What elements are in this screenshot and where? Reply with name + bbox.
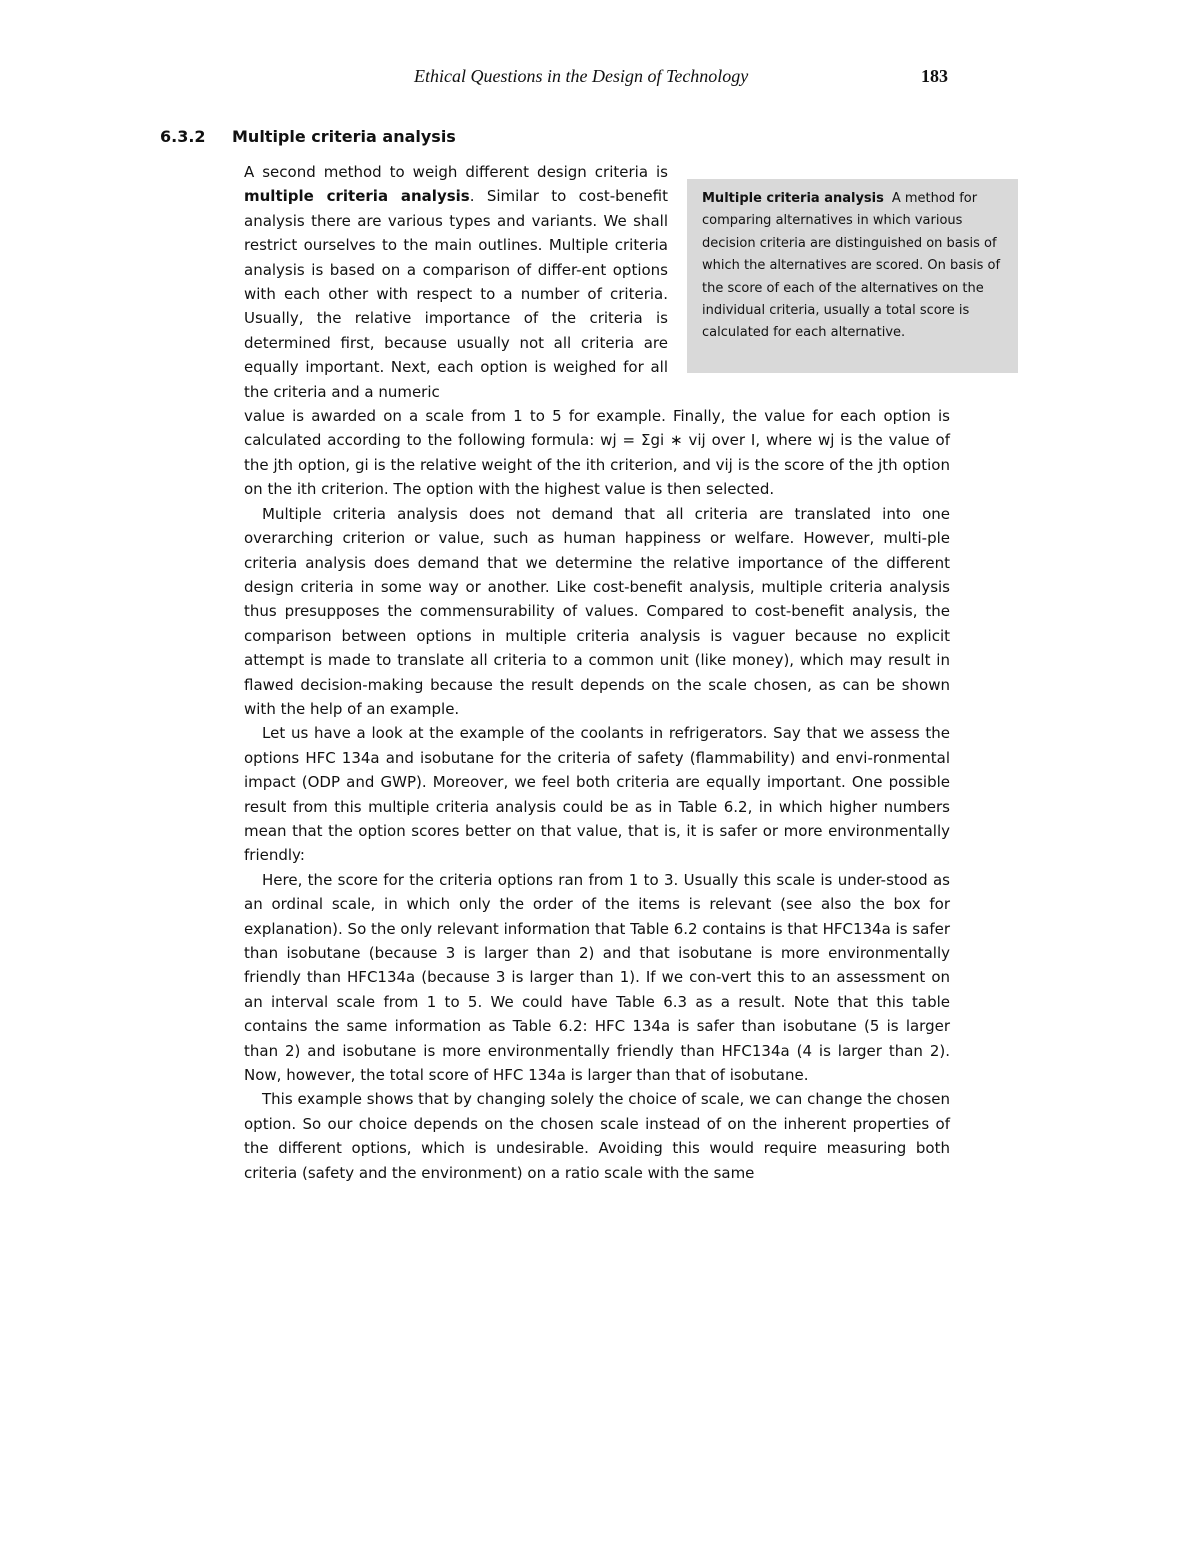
section-title: Multiple criteria analysis: [232, 127, 456, 146]
running-head: [414, 66, 948, 90]
paragraph-4: Here, the score for the criteria options ran from 1 to 3. Usually this scale is under-stood as an ordinal scale, in which only the order of the items is relevant (see also the box for explanation). So the only relevant information that Table 6.2 contains is that HFC134a is safer than isobutane (because 3 is larger than 2) and that isobutane is more environmentally friendly than HFC134a (because 3 is larger than 1). If we con-vert this to an assessment on an interval scale from 1 to 5. We could have Table 6.3 as a result. Note that this table contains the same information as Table 6.2: HFC 134a is safer than isobutane (5 is larger than 2) and isobutane is more environmentally friendly than HFC134a (4 is larger than 2). Now, however, the total score of HFC 134a is larger than that of isobutane.: [244, 870, 950, 1085]
section-heading: [160, 127, 456, 146]
sidebar-term: Multiple criteria analysis: [702, 191, 884, 206]
paragraph-1-opening: [244, 160, 668, 404]
paragraph-1-rest: analysis there are various types and variants. We shall restrict ourselves to the main outlines. Multiple criteria analysis is based on a comparison of differ-ent options with each other with respect to a number of criteria. Usually, the relative importance of the criteria is determined first, because usually not all criteria are equally important. Next, each option is weighed for all the criteria and a numeric: [244, 211, 668, 401]
sidebar-definition: A method for comparing alternatives in which various decision criteria are distinguished on basis of which the alternatives are scored. On basis of the score of each of the alternatives on the individual criteria, usually a total score is calculated for each alternative.: [702, 191, 1001, 341]
page-number: 183: [921, 66, 948, 86]
paragraph-1-after-term: . Similar to cost-benefit: [469, 187, 668, 206]
paragraph-3: Let us have a look at the example of the coolants in refrigerators. Say that we assess the options HFC 134a and isobutane for the criteria of safety (flammability) and envi-ronmental impact (ODP and GWP). Moreover, we feel both criteria are equally important. One possible result from this multiple criteria analysis could be as in Table 6.2, in which higher numbers mean that the option scores better on that value, that is, it is safer or more environmentally friendly:: [244, 724, 950, 865]
body-text: [244, 160, 950, 1185]
paragraph-1-is: is: [656, 163, 668, 181]
paragraph-1-line-1: A second method to weigh different design criteria: [244, 163, 649, 181]
paragraph-2: Multiple criteria analysis does not demand that all criteria are translated into one overarching criterion or value, such as human happiness or welfare. However, multi-ple criteria analysis does demand that we determine the relative importance of the different design criteria in some way or another. Like cost-benefit analysis, multiple criteria analysis thus presupposes the commensurability of values. Compared to cost-benefit analysis, the comparison between options in multiple criteria analysis is vaguer because no explicit attempt is made to translate all criteria to a common unit (like money), which may result in flawed decision-making because the result depends on the scale chosen, as can be shown with the help of an example.: [244, 504, 950, 718]
running-title: Ethical Questions in the Design of Technology: [414, 66, 749, 86]
paragraph-1-term: multiple criteria analysis: [244, 187, 470, 206]
paragraph-5: This example shows that by changing solely the choice of scale, we can change the chosen option. So our choice depends on the chosen scale instead of on the inherent properties of the different options, which is undesirable. Avoiding this would require measuring both criteria (safety and the environment) on a ratio scale with the same: [244, 1090, 950, 1182]
section-number: 6.3.2: [160, 127, 206, 146]
paragraph-1-continued: value is awarded on a scale from 1 to 5 for example. Finally, the value for each option is calculated according to the following formula: wj = Σgi ∗ vij over I, where wj is the value of the jth option, gi is the relative weight of the ith criterion, and vij is the score of the jth option on the ith criterion. The option with the highest value is then selected.: [244, 407, 950, 499]
paragraph-1-narrow: [244, 160, 668, 404]
